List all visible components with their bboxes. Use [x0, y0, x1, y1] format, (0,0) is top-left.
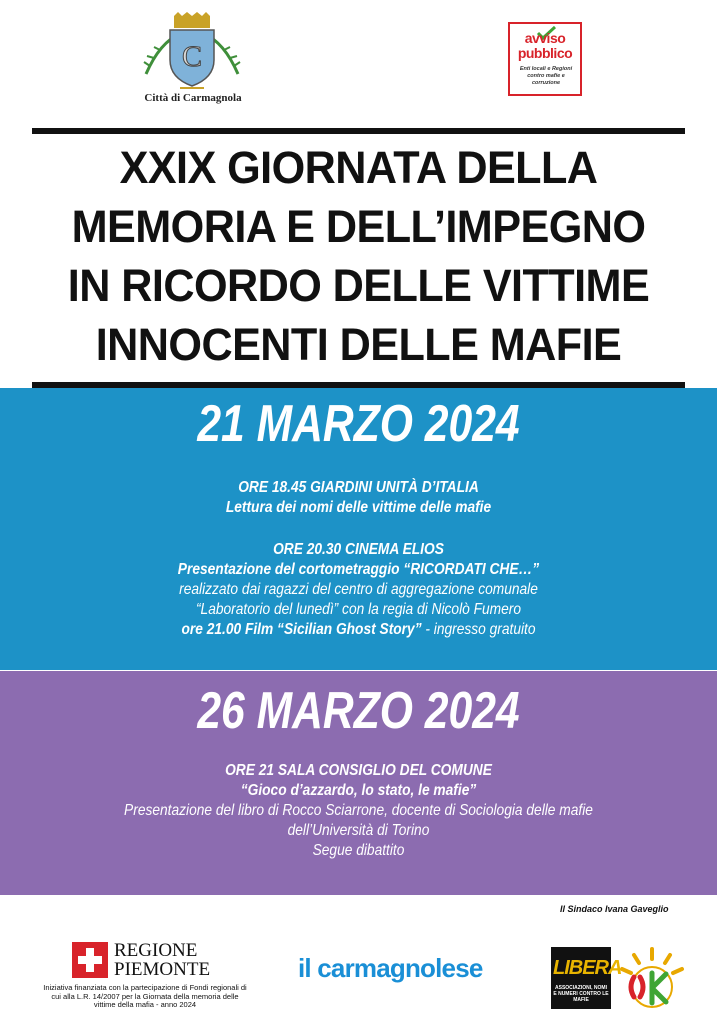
event-1-item1 — [50, 478, 667, 518]
libera-logo — [551, 947, 622, 1009]
title-line-4: INNOCENTI DELLE MAFIE — [95, 319, 622, 370]
event-1-date: 21 MARZO 2024 — [197, 395, 520, 453]
avviso-logo-line1: avviso — [524, 30, 566, 46]
regione-piemonte-logo — [72, 942, 212, 982]
il-carmagnolese-logo: il carmagnolese — [298, 953, 483, 983]
event-band-march-21 — [0, 388, 717, 670]
event-1-film-line — [50, 620, 667, 640]
funding-note: Iniziativa finanziata con la partecipazione di Fondi regionali di cui alla L.R. 14/2007 per la Giornata della memoria delle vittime della mafia - anno 2024 — [43, 983, 247, 1009]
title-line-1: XXIX GIORNATA DELLA — [119, 142, 598, 193]
event-1-film-title: ore 21.00 Film “Sicilian Ghost Story” — [181, 621, 422, 638]
svg-text:C: C — [181, 40, 203, 73]
regione-cross-icon — [72, 942, 108, 978]
event-2-heading: ORE 21 SALA CONSIGLIO DEL COMUNE — [225, 762, 492, 779]
event-1-item2-heading: ORE 20.30 CINEMA ELIOS — [273, 541, 444, 558]
city-crest-icon — [140, 12, 244, 92]
title-line-2: MEMORIA E DELL’IMPEGNO — [71, 201, 646, 252]
libera-logo-subtitle: ASSOCIAZIONI, NOMI E NUMERI CONTRO LE MAFIE — [553, 985, 609, 1003]
event-2-line3: Segue dibattito — [312, 842, 405, 859]
event-1-item2-line3: “Laboratorio del lunedì” con la regia di Nicolò Fumero — [195, 601, 522, 618]
regione-logo-line1: REGIONE — [114, 940, 198, 961]
event-2-book-title: “Gioco d’azzardo, lo stato, le mafie” — [240, 782, 477, 799]
event-2-line2: dell’Università di Torino — [287, 822, 430, 839]
libera-logo-word: LIBERA — [553, 957, 622, 979]
event-band-march-26 — [0, 671, 717, 895]
event-2-date: 26 MARZO 2024 — [197, 682, 520, 740]
sindaco-signature: Il Sindaco Ivana Gaveglio — [560, 904, 669, 914]
city-name: Città di Carmagnola — [144, 92, 242, 104]
avviso-logo-subtitle: Enti locali e Regioni contro mafie e corruzione — [519, 66, 573, 86]
regione-logo-line2: PIEMONTE — [114, 959, 211, 980]
event-1-item2 — [50, 540, 667, 640]
page-title — [28, 138, 689, 374]
event-1-item2-line1: Presentazione del cortometraggio “RICORDATI CHE…” — [177, 561, 540, 578]
title-line-3: IN RICORDO DELLE VITTIME — [67, 260, 650, 311]
event-1-item1-heading: ORE 18.45 GIARDINI UNITÀ D’ITALIA — [238, 479, 479, 496]
event-1-film-rest: - ingresso gratuito — [421, 621, 536, 638]
title-rule-top — [32, 128, 685, 134]
event-2-details — [50, 761, 667, 861]
event-2-line1: Presentazione del libro di Rocco Sciarrone, docente di Sociologia delle mafie — [124, 802, 593, 819]
ok-sun-icon — [612, 945, 692, 1015]
avviso-pubblico-logo — [508, 22, 582, 96]
avviso-logo-line2: pubblico — [517, 45, 573, 61]
event-1-item2-line2: realizzato dai ragazzi del centro di aggregazione comunale — [179, 581, 538, 598]
event-1-item1-desc: Lettura dei nomi delle vittime delle mafie — [225, 499, 492, 516]
